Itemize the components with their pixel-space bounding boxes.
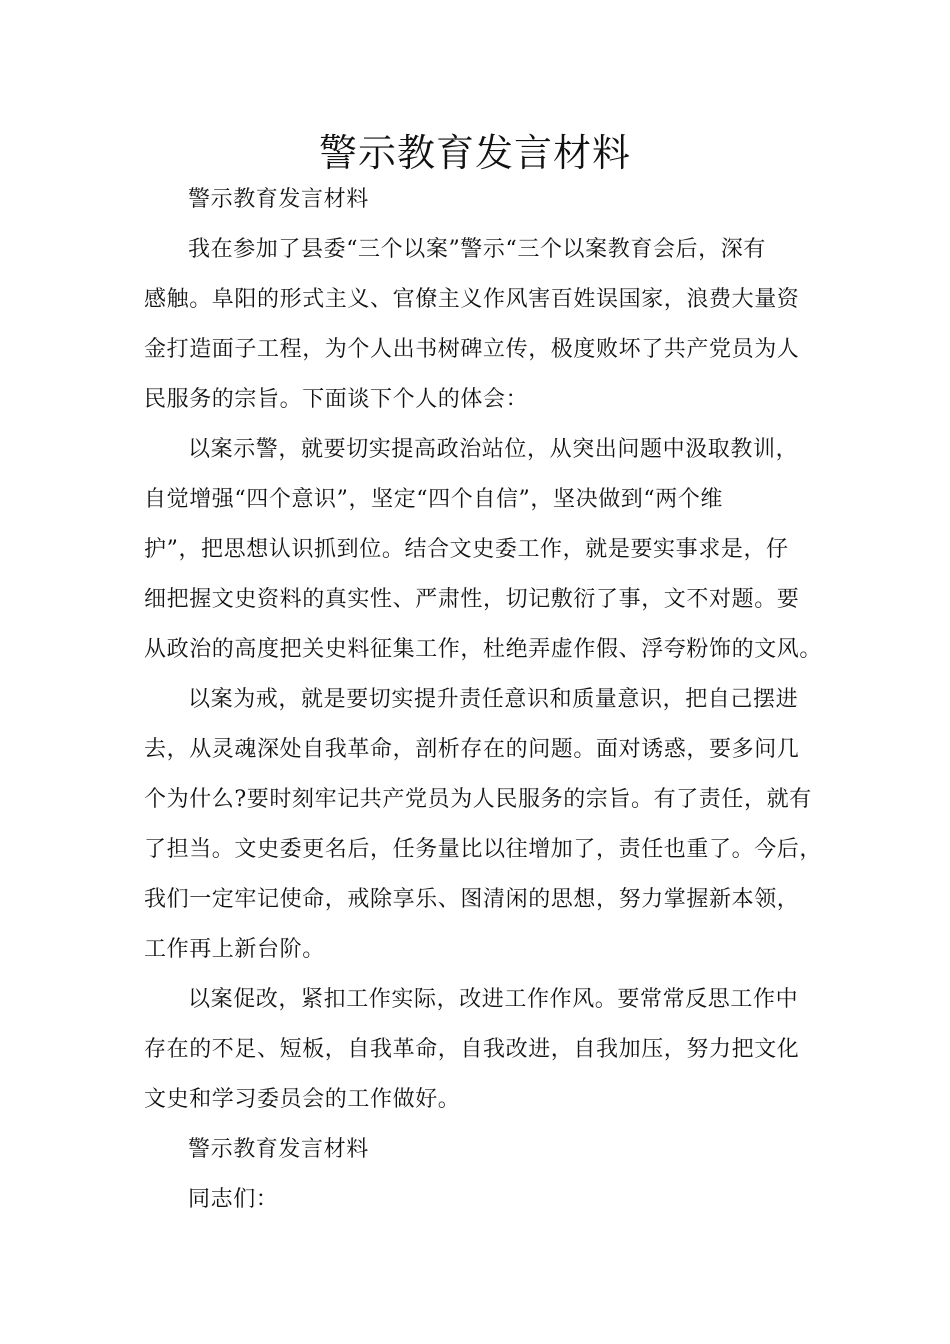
text-line: 个为什么?要时刻牢记共产党员为人民服务的宗旨。有了责任，就有 (144, 787, 812, 812)
text-line: 同志们： (188, 1187, 279, 1212)
text-line: 以案促改，紧扣工作实际，改进工作作风。要常常反思工作中 (188, 987, 799, 1012)
text-line: 从政治的高度把关史料征集工作，杜绝弄虚作假、浮夸粉饰的文风。 (144, 637, 823, 662)
text-line: 金打造面子工程，为个人出书树碑立传，极度败坏了共产党员为人 (144, 337, 800, 362)
document-body (144, 175, 823, 1225)
paragraph-caution (144, 675, 823, 975)
text-line: 以案示警，就要切实提高政治站位，从突出问题中汲取教训， (188, 437, 799, 462)
paragraph-reform (144, 975, 816, 1125)
paragraph-salutation (144, 1175, 816, 1225)
text-line: 了担当。文史委更名后，任务量比以往增加了，责任也重了。今后， (144, 837, 823, 862)
paragraph-subtitle (144, 175, 816, 225)
text-line: 护”，把思想认识抓到位。结合文史委工作，就是要实事求是，仔 (144, 537, 789, 562)
text-line: 细把握文史资料的真实性、严肃性，切记敷衍了事，文不对题。要 (144, 587, 800, 612)
text-line: 去，从灵魂深处自我革命，剖析存在的问题。面对诱惑，要多问几 (144, 737, 800, 762)
text-line: 警示教育发言材料 (188, 1137, 369, 1162)
text-line: 文史和学习委员会的工作做好。 (144, 1087, 461, 1112)
text-line: 工作再上新台阶。 (144, 937, 325, 962)
text-line: 警示教育发言材料 (188, 187, 369, 212)
paragraph-warning (144, 425, 823, 675)
text-line: 感触。阜阳的形式主义、官僚主义作风害百姓误国家，浪费大量资 (144, 287, 800, 312)
text-line: 以案为戒，就是要切实提升责任意识和质量意识，把自己摆进 (188, 687, 799, 712)
text-line: 存在的不足、短板，自我革命，自我改进，自我加压，努力把文化 (144, 1037, 800, 1062)
text-line: 我在参加了县委“三个以案”警示“三个以案教育会后，深有 (188, 237, 766, 262)
text-line: 自觉增强“四个意识”，坚定“四个自信”，坚决做到“两个维 (144, 487, 724, 512)
text-line: 民服务的宗旨。下面谈下个人的体会： (144, 387, 529, 412)
paragraph-intro (144, 225, 816, 425)
document-title: 警示教育发言材料 (318, 131, 631, 175)
text-line: 我们一定牢记使命，戒除享乐、图清闲的思想，努力掌握新本领， (144, 887, 800, 912)
paragraph-subtitle-2 (144, 1125, 816, 1175)
